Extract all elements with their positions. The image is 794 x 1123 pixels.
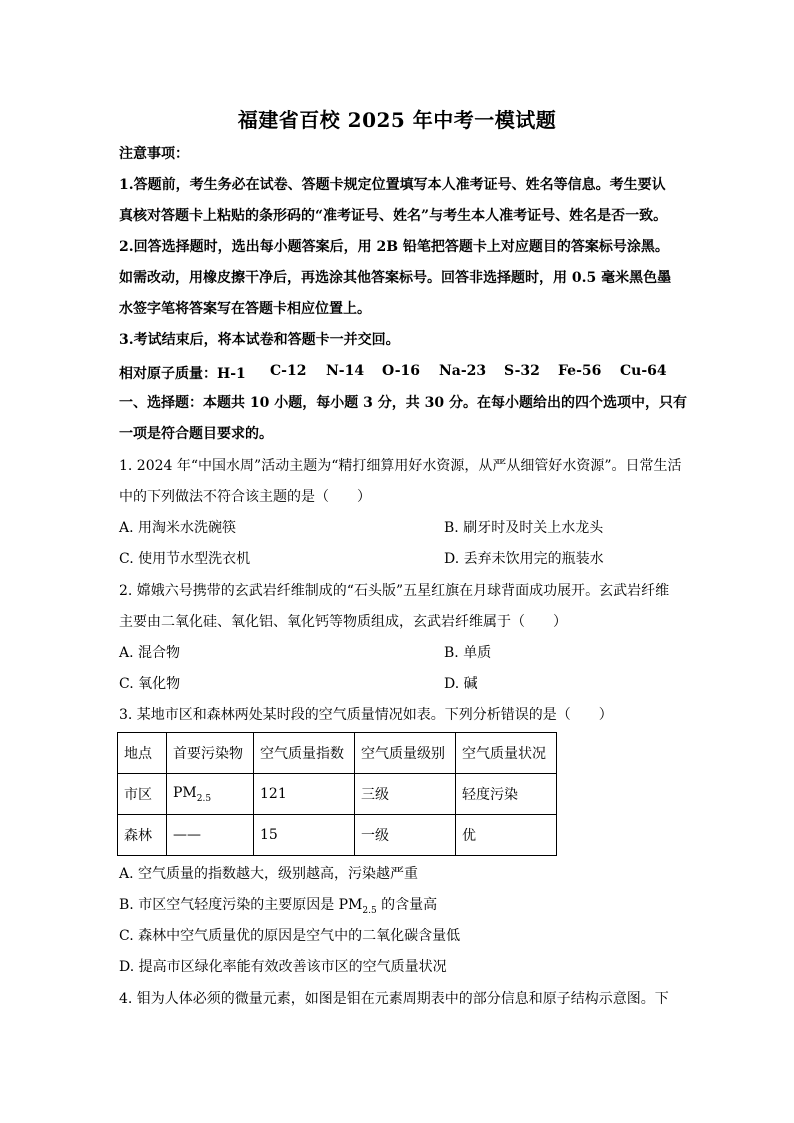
question-4-stem: 4. 钼为人体必须的微量元素，如图是钼在元素周期表中的部分信息和原子结构示意图。下 xyxy=(119,991,669,1007)
table-header-row xyxy=(118,733,557,774)
question-2-stem: 2. 嫦娥六号携带的玄武岩纤维制成的“石头版”五星红旗在月球背面成功展开。玄武岩纤维 xyxy=(119,583,670,599)
q1-option-c: C. 使用节水型洗衣机 xyxy=(119,551,251,567)
q1-option-b: B. 刷牙时及时关上水龙头 xyxy=(444,520,604,536)
q2-option-d: D. 碱 xyxy=(444,676,478,692)
q3-option-b-text-end: 的含量高 xyxy=(376,897,438,913)
pm-label: PM xyxy=(173,784,197,801)
table-header-cell: 空气质量状况 xyxy=(456,733,557,774)
table-cell xyxy=(167,774,254,815)
pm-subscript: 2.5 xyxy=(196,793,212,804)
table-cell: 市区 xyxy=(118,774,167,815)
table-header-cell: 首要污染物 xyxy=(167,733,254,774)
question-1-stem-cont: 中的下列做法不符合该主题的是（ ） xyxy=(119,489,371,505)
atomic-mass-item: S-32 xyxy=(504,363,540,379)
atomic-masses-label: 相对原子质量：H-1 xyxy=(119,366,246,382)
q2-option-a: A. 混合物 xyxy=(119,645,181,661)
table-header-cell: 空气质量级别 xyxy=(355,733,456,774)
air-quality-table xyxy=(117,732,557,856)
table-cell: 森林 xyxy=(118,815,167,856)
q1-option-d: D. 丢弃未饮用完的瓶装水 xyxy=(444,551,604,567)
table-cell: —— xyxy=(167,815,254,856)
section-heading-cont: 一项是符合题目要求的。 xyxy=(119,426,273,442)
table-header-cell: 空气质量指数 xyxy=(254,733,355,774)
notice-line: 1.答题前，考生务必在试卷、答题卡规定位置填写本人准考证号、姓名等信息。考生要认 xyxy=(119,177,666,193)
atomic-mass-item: Cu-64 xyxy=(620,363,667,379)
atomic-mass-item: Na-23 xyxy=(439,363,487,379)
table-cell: 轻度污染 xyxy=(456,774,557,815)
atomic-mass-item: O-16 xyxy=(382,363,421,379)
question-1-stem: 1. 2024 年“中国水周”活动主题为“精打细算用好水资源，从严从细管好水资源”。日常生活 xyxy=(119,458,682,474)
table-cell: 优 xyxy=(456,815,557,856)
q3-option-b xyxy=(119,896,437,920)
table-header-cell: 地点 xyxy=(118,733,167,774)
atomic-mass-item: C-12 xyxy=(270,363,307,379)
table-cell: 15 xyxy=(254,815,355,856)
table-cell: 一级 xyxy=(355,815,456,856)
notice-line: 真核对答题卡上粘贴的条形码的“准考证号、姓名”与考生本人准考证号、姓名是否一致。 xyxy=(119,208,668,224)
q3-option-c: C. 森林中空气质量优的原因是空气中的二氧化碳含量低 xyxy=(119,928,461,944)
q3-option-a: A. 空气质量的指数越大，级别越高，污染越严重 xyxy=(119,866,419,882)
table-cell: 121 xyxy=(254,774,355,815)
section-heading: 一、选择题：本题共 10 小题，每小题 3 分，共 30 分。在每小题给出的四个选项中，只有 xyxy=(119,395,687,411)
table-cell: 三级 xyxy=(355,774,456,815)
table-row xyxy=(118,774,557,815)
question-2-stem-cont: 主要由二氧化硅、氧化铝、氧化钙等物质组成，玄武岩纤维属于（ ） xyxy=(119,614,567,630)
q3-option-b-text: B. 市区空气轻度污染的主要原因是 PM xyxy=(119,897,363,913)
table-row xyxy=(118,815,557,856)
notice-line: 2.回答选择题时，选出每小题答案后，用 2B 铅笔把答题卡上对应题目的答案标号涂黑。 xyxy=(119,239,669,255)
notice-line: 水签字笔将答案写在答题卡相应位置上。 xyxy=(119,301,371,317)
notice-line: 如需改动，用橡皮擦干净后，再选涂其他答案标号。回答非选择题时，用 0.5 毫米黑色墨 xyxy=(119,270,672,286)
atomic-mass-item: Fe-56 xyxy=(558,363,602,379)
question-3-stem: 3. 某地市区和森林两处某时段的空气质量情况如表。下列分析错误的是（ ） xyxy=(119,707,613,723)
q3-option-d: D. 提高市区绿化率能有效改善该市区的空气质量状况 xyxy=(119,959,447,975)
atomic-mass-item: N-14 xyxy=(326,363,365,379)
notice-line: 3.考试结束后，将本试卷和答题卡一并交回。 xyxy=(119,332,400,348)
page-title: 福建省百校 2025 年中考一模试题 xyxy=(237,108,557,132)
q2-option-b: B. 单质 xyxy=(444,645,492,661)
pm-subscript: 2.5 xyxy=(362,905,377,916)
q1-option-a: A. 用淘米水洗碗筷 xyxy=(119,520,237,536)
notice-heading: 注意事项： xyxy=(119,146,189,162)
q2-option-c: C. 氧化物 xyxy=(119,676,181,692)
